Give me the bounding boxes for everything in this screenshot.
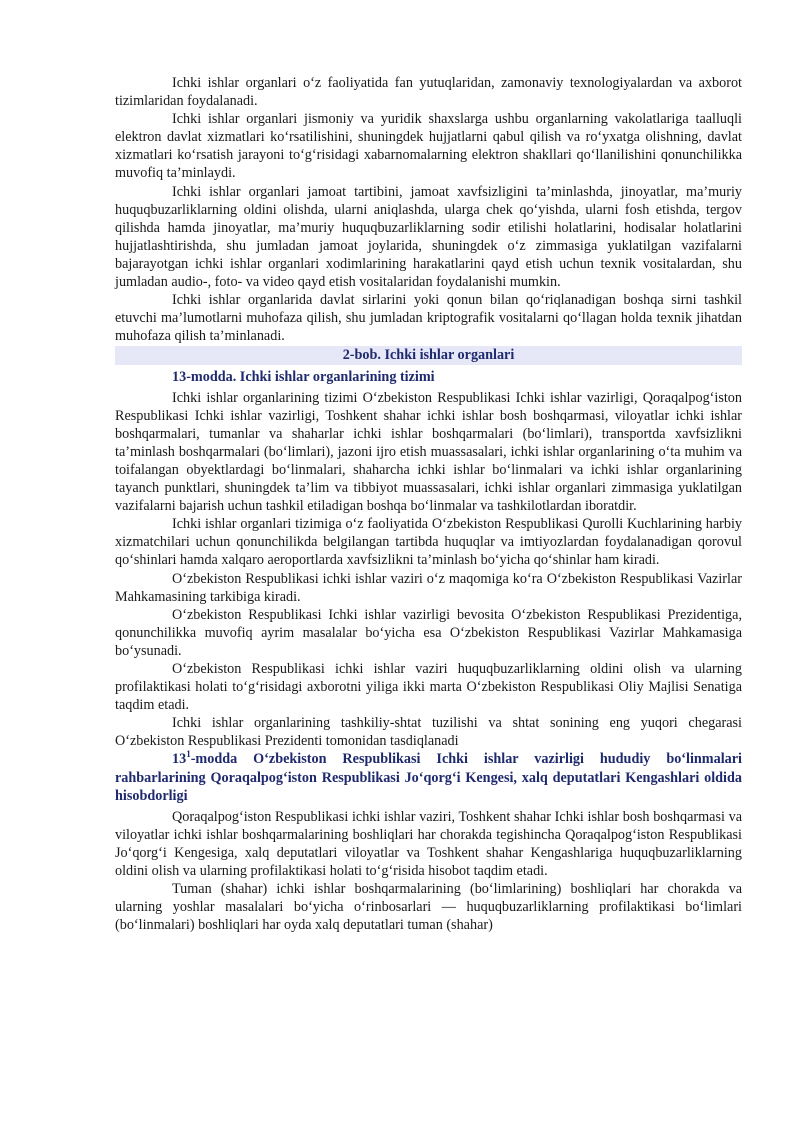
document-page — [115, 74, 742, 934]
paragraph: Ichki ishlar organlari jamoat tartibini, jamoat xavfsizligini ta’minlashda, jinoyatlar, ma’muriy huquqbuzarliklarning oldini olishda, ularni aniqlashda, ularga chek qo‘yishda, ularni fosh etishda, tergov qilishda hamda jinoyatlar, ma’muriy huquqbuzarliklarning sodir etilishi holatlarini, hodisalar holatlarini hujjatlashtirishda, shu jumladan jamoat joylarida, shuningdek o‘z zimmasiga yuklatilgan vazifalarni bajarayotgan ichki ishlar organlari xodimlarining harakatlarini qayd etish uchun texnik vositalardan, shu jumladan audio-, foto- va video qayd etish vositalaridan foydalanishi mumkin. — [115, 183, 742, 291]
paragraph: O‘zbekiston Respublikasi Ichki ishlar vazirligi bevosita O‘zbekiston Respublikasi Prezidentiga, qonunchilikka muvofiq ayrim masalalar bo‘yicha esa O‘zbekiston Respublikasi Vazirlar Mahkamasiga bo‘ysunadi. — [115, 606, 742, 659]
paragraph: O‘zbekiston Respublikasi ichki ishlar vaziri huquqbuzarliklarning oldini olish va ularning profilaktikasi holati to‘g‘risidagi axborotni yiliga ikki marta O‘zbekiston Respublikasi Oliy Majlisi Senatiga taqdim etadi. — [115, 661, 742, 714]
article-number: 13 — [172, 751, 187, 768]
paragraph: Ichki ishlar organlari jismoniy va yuridik shaxslarga ushbu organlarning vakolatlariga taalluqli elektron davlat xizmatlari ko‘rsatilishini, shuningdek hujjatlarni qabul qilish va ro‘yxatga olishning, davlat xizmatlari ko‘rsatish jarayoni to‘g‘risidagi xabarnomalarning elektron shakllari qo‘llanilishini qonunchilikka muvofiq ta’minlaydi. — [115, 111, 742, 182]
chapter-heading: 2-bob. Ichki ishlar organlari — [115, 346, 742, 364]
paragraph: Ichki ishlar organlarida davlat sirlarini yoki qonun bilan qo‘riqlanadigan boshqa sirni tashkil etuvchi ma’lumotlarni muhofaza qilish, shu jumladan kriptografik vositalarni qo‘llagan holda texnik jihatdan muhofaza qilish ta’minlanadi. — [115, 292, 742, 345]
paragraph: Qoraqalpog‘iston Respublikasi ichki ishlar vaziri, Toshkent shahar Ichki ishlar bosh boshqarmasi va viloyatlar ichki ishlar boshqarmalarining boshliqlari har chorakda tegishincha Qoraqalpog‘iston Respublikasi Jo‘qorg‘i Kengesiga, xalq deputatlari viloyatlar va Toshkent shahar Kengashlariga huquqbuzarliklarning oldini olish va ularning profilaktikasi holati to‘g‘risida hisobot taqdim etadi. — [115, 808, 742, 880]
paragraph: Tuman (shahar) ichki ishlar boshqarmalarining (bo‘limlarining) boshliqlari har chorakda va ularning yoshlar masalalari bo‘yicha o‘rinbosarlari — huquqbuzarliklarning profilaktikasi bo‘limlari (bo‘linmalari) boshliqlari har oyda xalq deputatlari tuman (shahar) — [115, 881, 742, 934]
paragraph: Ichki ishlar organlari tizimiga o‘z faoliyatida O‘zbekiston Respublikasi Qurolli Kuchlarining harbiy xizmatchilari uchun qonunchilikda belgilangan tartibda huquqlar va imtiyozlardan foydalanadigan qorovul qo‘shinlari hamda xalqaro aeroportlarda xavfsizlikni ta’minlash bo‘yicha qo‘shinlar ham kiradi. — [115, 516, 742, 569]
paragraph: O‘zbekiston Respublikasi ichki ishlar vaziri o‘z maqomiga ko‘ra O‘zbekiston Respublikasi Vazirlar Mahkamasining tarkibiga kiradi. — [115, 570, 742, 605]
paragraph: Ichki ishlar organlarining tashkiliy-shtat tuzilishi va shtat sonining eng yuqori chegarasi O‘zbekiston Respublikasi Prezidenti tomonidan tasdiqlanadi — [115, 715, 742, 750]
paragraph: Ichki ishlar organlarining tizimi O‘zbekiston Respublikasi Ichki ishlar vazirligi, Qoraqalpog‘iston Respublikasi Ichki ishlar vazirligi, Toshkent shahar ichki ishlar bosh boshqarmasi, viloyatlar ichki ishlar boshqarmalari, tumanlar va shaharlar ichki ishlar boshqarmalari (bo‘limlari), transportda xavfsizlikni ta’minlash boshqarmalari (bo‘limlari), jazoni ijro etish muassasalari, ichki ishlar organlarining o‘ta muhim va toifalangan obyektlardagi bo‘linmalari, shaharcha ichki ishlar bo‘linmalari va ichki ishlar organlarining tayanch punktlari, shuningdek ta’lim va tibbiyot muassasalari, ichki ishlar organlari zimmasiga yuklatilgan vazifalarni bajarish uchun tashkil etiladigan boshqa bo‘linmalar va tashkilotlardan iboratdir. — [115, 389, 742, 515]
article-13-1-title — [115, 750, 742, 804]
article-13-title: 13-modda. Ichki ishlar organlarining tizimi — [172, 368, 435, 385]
article-title-text: -modda O‘zbekiston Respublikasi Ichki ishlar vazirligi hududiy bo‘linmalari rahbarlarining Qoraqalpog‘iston Respublikasi Jo‘qorg‘i Kengesi, xalq deputatlari Kengashlari oldida hisobdorligi — [115, 751, 742, 804]
paragraph: Ichki ishlar organlari o‘z faoliyatida fan yutuqlaridan, zamonaviy texnologiyalardan va axborot tizimlaridan foydalanadi. — [115, 75, 742, 110]
article-superscript: 1 — [186, 749, 191, 760]
